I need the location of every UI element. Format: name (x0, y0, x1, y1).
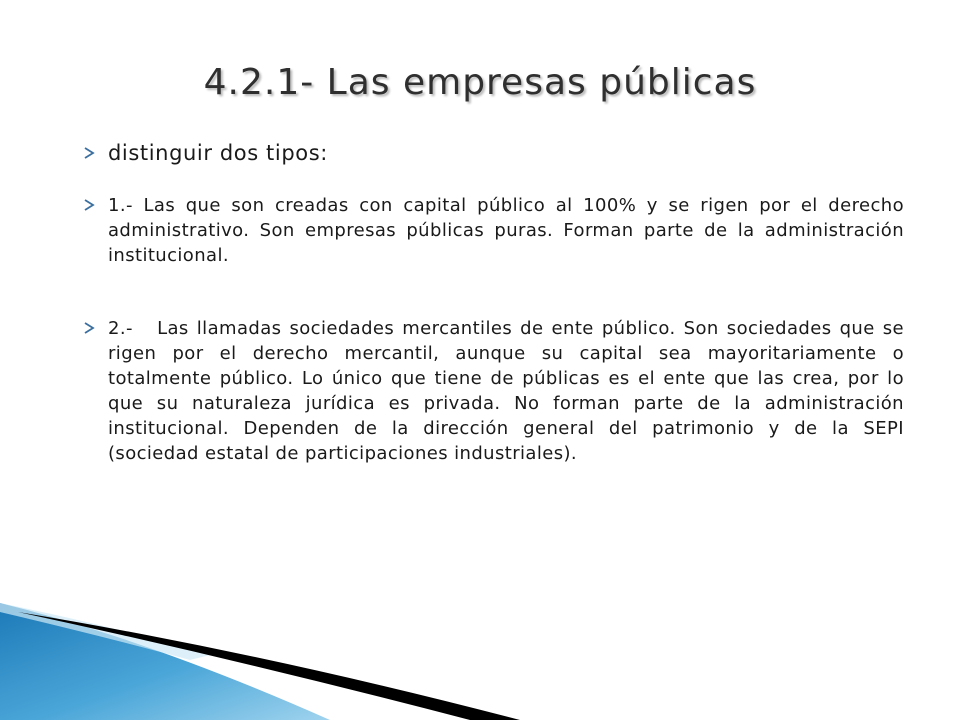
light-stripe-shape (0, 603, 210, 660)
bullet-text: 1.- Las que son creadas con capital público al 100% y se rigen por el derecho administrativo. Son empresas públicas puras. Forman parte de la administración institucional. (108, 195, 904, 266)
bullet-item-type-2 (84, 316, 904, 466)
bullet-text: distinguir dos tipos: (108, 141, 328, 165)
arrow-bullet-icon (84, 322, 95, 334)
arrow-bullet-icon (84, 199, 95, 211)
blue-wedge-shape (0, 603, 330, 720)
bullet-text: 2.- Las llamadas sociedades mercantiles de ente público. Son sociedades que se rigen por el derecho mercantil, aunque su capital sea mayoritariamente o totalmente público. Lo único que tiene de públicas es el ente que las crea, por lo que su naturaleza jurídica es privada. No forman parte de la administración institucional. Dependen de la dirección general del patrimonio y de la SEPI (sociedad estatal de participaciones industriales). (108, 318, 904, 464)
black-stroke-shape (18, 612, 520, 720)
bullet-item-intro (84, 140, 904, 166)
bullet-list (84, 140, 904, 466)
arrow-bullet-icon (84, 147, 95, 159)
slide-title: 4.2.1- Las empresas públicas (203, 62, 757, 103)
bullet-item-type-1 (84, 193, 904, 268)
